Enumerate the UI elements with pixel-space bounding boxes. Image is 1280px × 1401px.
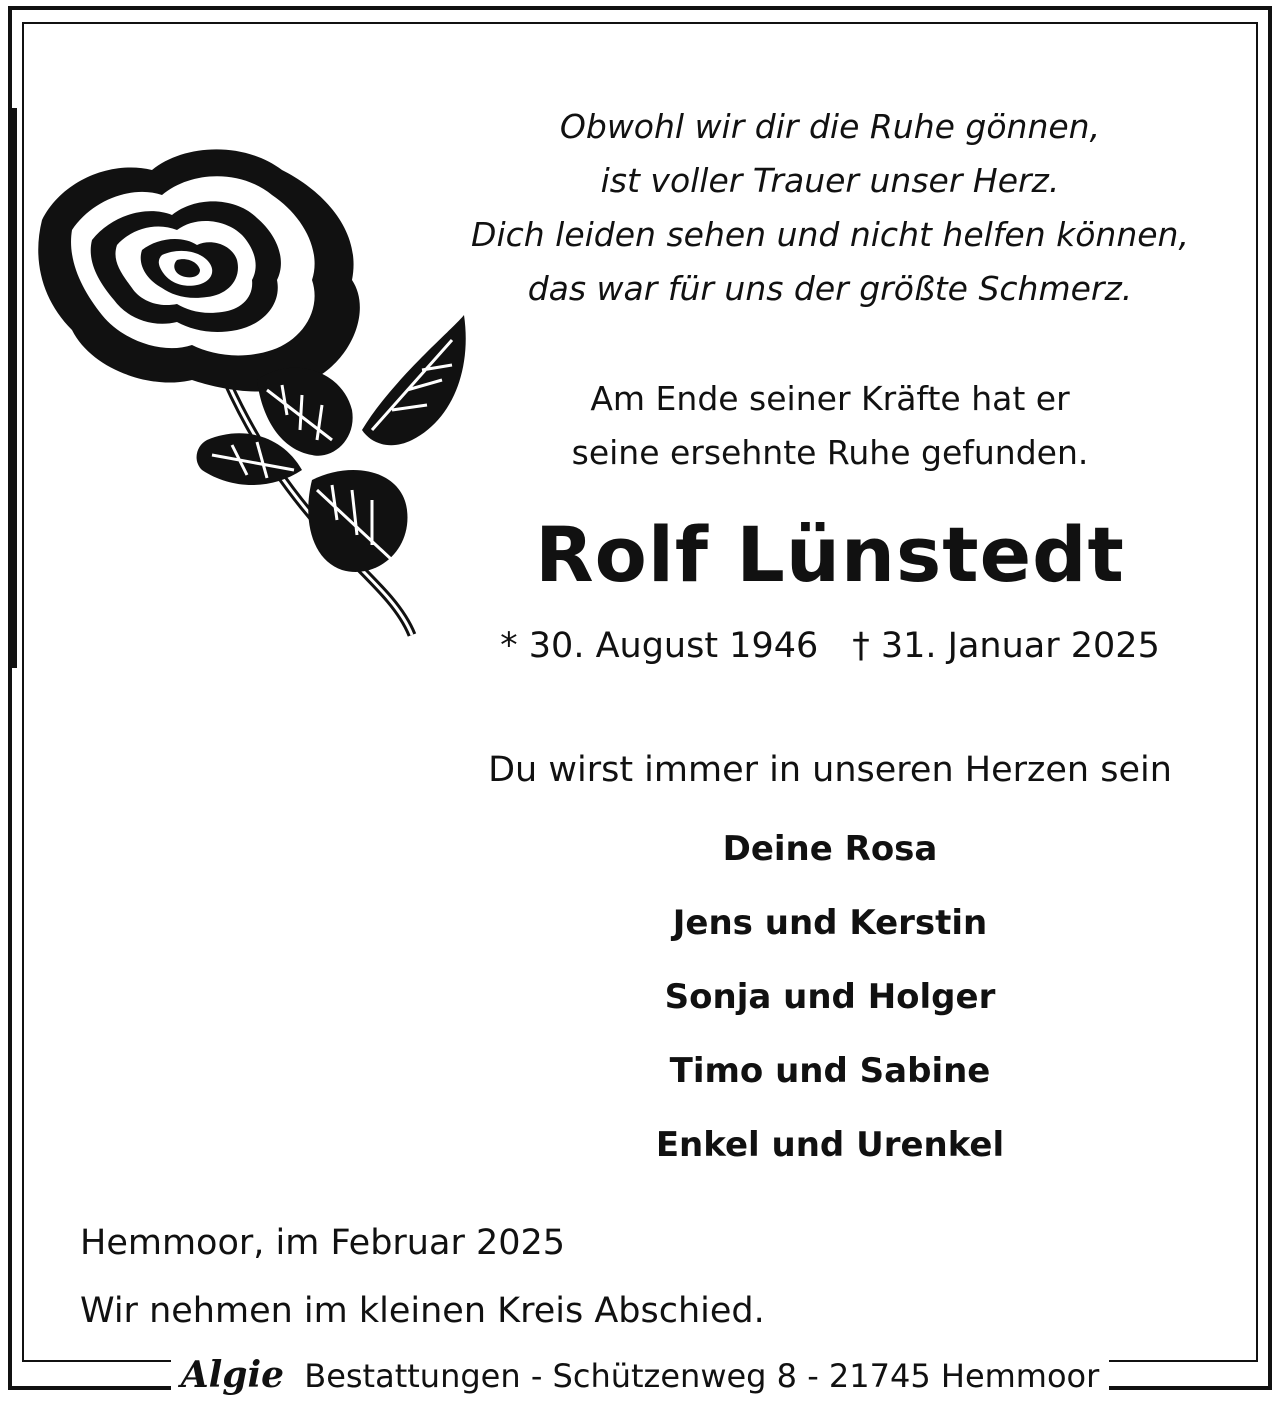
family-member: Sonja und Holger [664, 977, 996, 1017]
birth-date: * 30. August 1946 [500, 626, 819, 666]
death-date: † 31. Januar 2025 [852, 626, 1160, 666]
footer [0, 1350, 1280, 1401]
memory-line: Du wirst immer in unseren Herzen sein [488, 750, 1172, 790]
family-list [430, 812, 1230, 1182]
quote-line: Am Ende seiner Kräfte hat er [590, 379, 1070, 418]
poem-line: das war für uns der größte Schmerz. [527, 269, 1133, 308]
family-member: Enkel und Urenkel [655, 1125, 1005, 1165]
deceased-name: Rolf Lünstedt [535, 510, 1125, 599]
family-member: Timo und Sabine [669, 1051, 991, 1091]
farewell-note: Wir nehmen im kleinen Kreis Abschied. [80, 1291, 765, 1331]
life-dates [430, 618, 1230, 674]
funeral-home-logo: Algie [180, 1354, 285, 1396]
family-member: Deine Rosa [722, 829, 938, 869]
footer-content [171, 1350, 1110, 1401]
poem-line: Obwohl wir dir die Ruhe gönnen, [559, 107, 1101, 146]
poem-line: Dich leiden sehen und nicht helfen können, [471, 215, 1189, 254]
poem-line: ist voller Trauer unser Herz. [600, 161, 1060, 200]
quote [430, 372, 1230, 480]
family-member: Jens und Kerstin [672, 903, 988, 943]
left-edge-bar [8, 108, 17, 668]
poem [430, 100, 1230, 316]
place-date: Hemmoor, im Februar 2025 [80, 1223, 566, 1263]
quote-line: seine ersehnte Ruhe gefunden. [571, 433, 1089, 472]
footer-text: Bestattungen - Schützenweg 8 - 21745 Hemmoor [304, 1357, 1100, 1395]
rose-icon [32, 140, 472, 640]
